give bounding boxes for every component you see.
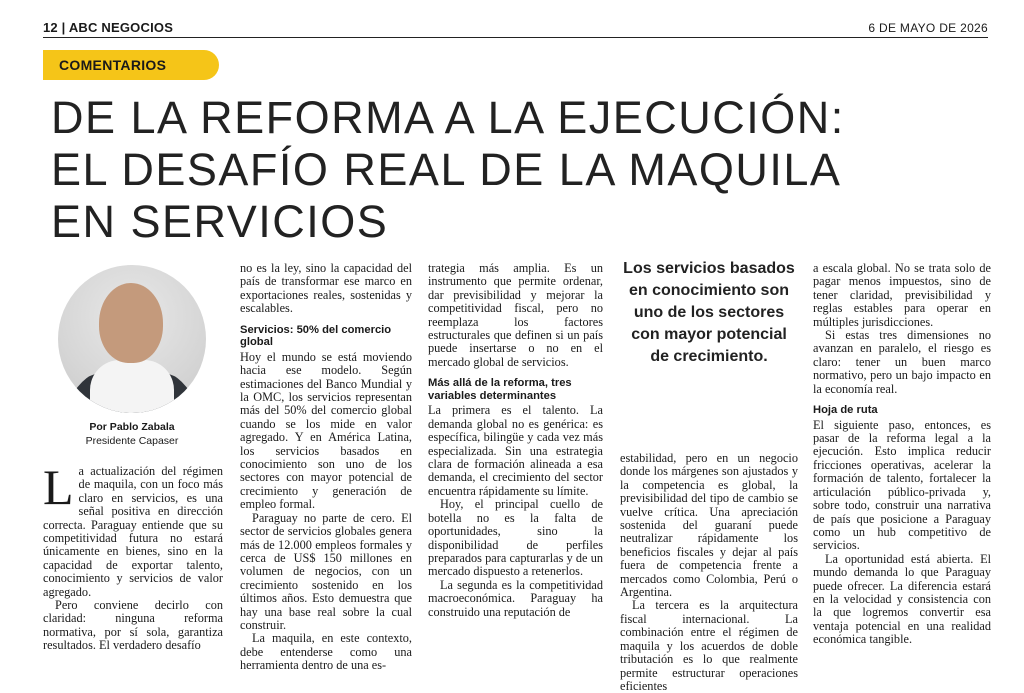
author-photo xyxy=(58,265,206,413)
paragraph: no es la ley, sino la capacidad del país de transformar ese marco en exportaciones reales, sostenidas y escalables. xyxy=(240,261,412,316)
article-column-2 xyxy=(240,262,412,673)
drop-cap: L xyxy=(43,459,74,515)
pull-quote: Los servicios basados en conocimiento son uno de los sectores con mayor potencial de crecimiento. xyxy=(623,260,795,365)
subheading: Más allá de la reforma, tres variables determinantes xyxy=(428,377,572,402)
headline-line-2: EL DESAFÍO REAL DE LA MAQUILA xyxy=(51,144,842,195)
section-tag: COMENTARIOS xyxy=(43,50,219,80)
paragraph: Hoy el mundo se está moviendo hacia ese modelo. Según estimaciones del Banco Mundial y la OMC, los servicios representan más del 50% del comercio global cuando se los mide en valor agregado. Y en América Latina, los servicios basados en conocimiento son uno de los sectores con mayor potencial de crecimiento y generación de empleo formal. xyxy=(240,349,412,512)
header-divider xyxy=(43,37,988,38)
paragraph: trategia más amplia. Es un instrumento que permite ordenar, dar previsibilidad y mejorar la competitividad fiscal, pero no reemplaza los factores estructurales que definen si un país puede insertarse o no en el mercado global de servicios. xyxy=(428,261,603,369)
paragraph: La tercera es la arquitectura fiscal internacional. La combinación entre el régimen de maquila y los acuerdos de doble tributación es lo que realmente permite estructurar operaciones eficientes xyxy=(620,598,798,693)
article-column-4 xyxy=(620,452,798,693)
paragraph: Si estas tres dimensiones no avanzan en paralelo, el riesgo es claro: tener un buen marco normativo, pero un bajo impacto en la economía real. xyxy=(813,328,991,396)
headline-line-3: EN SERVICIOS xyxy=(51,196,389,247)
paragraph: Pero conviene decirlo con claridad: ninguna reforma normativa, por sí sola, garantiza resultados. El verdadero desafío xyxy=(43,598,223,653)
headline-line-1: DE LA REFORMA A LA EJECUCIÓN: xyxy=(51,92,845,143)
page-section-label: 12 | ABC NEGOCIOS xyxy=(43,20,174,35)
article-column-5 xyxy=(813,262,991,647)
subheading: Servicios: 50% del comercio global xyxy=(240,323,392,349)
paragraph: a escala global. No se trata solo de pagar menos impuestos, sino de tener claridad, previsibilidad y reglas estables para operar en múltiples jurisdicciones. xyxy=(813,261,991,329)
article-column-3 xyxy=(428,262,603,619)
paragraph: La oportunidad está abierta. El mundo demanda lo que Paraguay puede ofrecer. La diferencia estará en la velocidad y consistencia con la que logremos convertir esa ventaja potencial en una realidad económica tangible. xyxy=(813,551,991,647)
author-name: Por Pablo Zabala xyxy=(89,421,175,433)
paragraph: La maquila, en este contexto, debe entenderse como una herramienta dentro de una es- xyxy=(240,631,412,673)
article-headline xyxy=(51,92,991,248)
paragraph: estabilidad, pero en un negocio donde los márgenes son ajustados y la competencia es global, la previsibilidad del tipo de cambio se vuelve crítica. Una apreciación sostenida del guaraní puede neutralizar rápidamente los beneficios fiscales y dejar al país fuera de competencia frente a mercados como Colombia, Perú o Argentina. xyxy=(620,451,798,600)
author-role: Presidente Capaser xyxy=(85,435,179,447)
author-byline xyxy=(58,420,206,448)
paragraph: Paraguay no parte de cero. El sector de servicios globales genera más de 12.000 empleos formales y cerca de US$ 150 millones en volumen de negocios, con un crecimiento sostenido en los últimos años. Esto demuestra que hay una base real sobre la cual construir. xyxy=(240,510,412,632)
paragraph: a actualización del régimen de maquila, con un foco más claro en servicios, es una señal positiva en dirección correcta. Paraguay entiende que su competitividad futura no estará únicamente en bienes, sino en la capacidad de exportar talento, conocimiento y servicios de valor agregado. xyxy=(43,464,223,599)
author-photo-head xyxy=(99,283,163,363)
paragraph: El siguiente paso, entonces, es pasar de la reforma legal a la ejecución. Esto implica reducir fricciones operativas, acelerar la formación de talento, fortalecer la articulación público-privada y, sobre todo, construir una narrativa de país que posicione a Paraguay como un hub competitivo de servicios. xyxy=(813,417,991,553)
article-column-1 xyxy=(43,459,223,653)
subheading: Hoja de ruta xyxy=(813,404,878,417)
author-photo-shirt xyxy=(90,360,174,413)
paragraph: Hoy, el principal cuello de botella no es la falta de oportunidades, sino la disponibilidad de perfiles preparados para capturarlas y de un mercado dispuesto a retenerlos. xyxy=(428,497,603,579)
paragraph: La segunda es la competitividad macroeconómica. Paraguay ha construido una reputación de xyxy=(428,577,603,619)
paragraph: La primera es el talento. La demanda global no es genérica: es específica, bilingüe y cada vez más especializada. Sin una estrategia clara de formación alineada a esa demanda, el crecimiento del sector encuentra rápidamente su límite. xyxy=(428,403,603,498)
publication-date: 6 DE MAYO DE 2026 xyxy=(868,21,988,35)
